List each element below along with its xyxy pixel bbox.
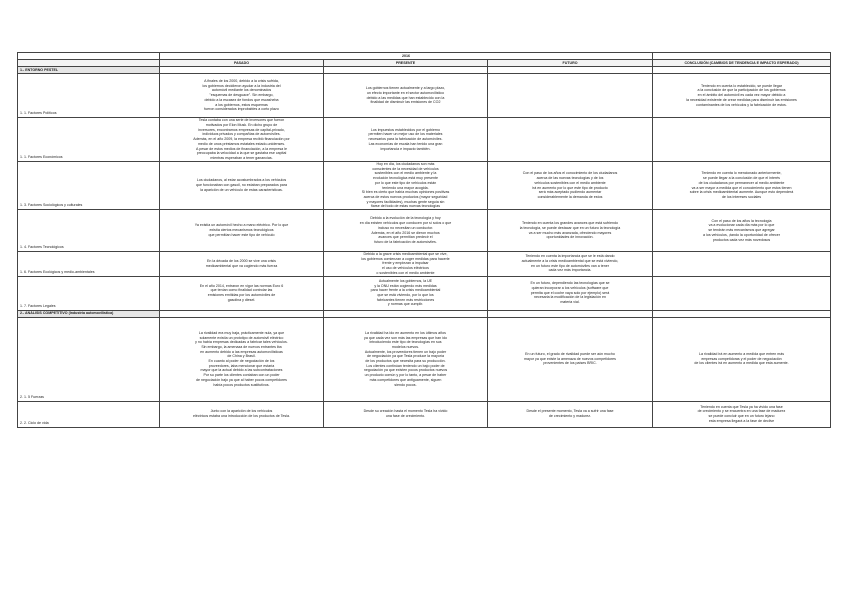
year-blank-cell [653, 53, 831, 60]
cell-presente [324, 317, 488, 401]
cell-pasado-text: Tesla contaba con una serie de inversores que fueron motivados por Elon Musk. En dicho grupo de inversores, encontramos empresas de capital-privado, individuos privados y compañías de automóviles. Además, en el año 2009, la empresa recibió financiación por medio de unos préstamos estatales estado-unidenses. A pesar de estos medios de financiación, a la empresa le preocupaba la velocidad a la que se gastaba ese capital mientras esperaban a tener ganancias. [193, 118, 290, 160]
row-label-text: 1. 4. Factores Tecnológicos [20, 245, 64, 250]
section-row [18, 67, 831, 74]
cell-presente-text: Debido a la grave crisis medioambiental que se vive, los gobiernos comienzan a coger medidas para hacerle frente y empiezan a impulsar el uso de vehículos eléctricos o sostenibles con el medio ambiente [361, 252, 450, 275]
column-header-pasado: PASADO [160, 60, 324, 67]
cell-conclusion [653, 317, 831, 401]
column-header-presente: PRESENTE [324, 60, 488, 67]
table-row [18, 276, 831, 310]
cell-futuro-text: Desde el presente momento, Tesla va a sufrir una fase de crecimiento y madurez. [526, 409, 614, 419]
cell-futuro [488, 276, 653, 310]
table-row [18, 210, 831, 252]
cell-conclusion [653, 401, 831, 427]
row-label [18, 74, 160, 118]
row-label-text: 2. 1. 5 Fuerzas [20, 394, 44, 399]
row-label-text: 1. 1. Factores Políticos [20, 111, 57, 116]
cell-conclusion-text: Teniendo en cuenta que Tesla ya ha vivido una fase de crecimiento y se encuentra en una fase de madurez se puede concluir que en un futuro lejano esta empresa llegará a la fase de declive [697, 404, 786, 423]
section-blank-cell [653, 67, 831, 74]
cell-presente-text: Debido a la evolución de la tecnología y hoy en día existen vehículos que conducen por sí solos o que incluso no necesitan un conductor. Además, en el año 2016 se dieron muchos avances que permitían predecir el futuro de la fabricación de automóviles. [359, 216, 452, 244]
cell-conclusion [653, 276, 831, 310]
year-header: 2016 [160, 53, 653, 60]
cell-conclusion [653, 162, 831, 210]
cell-pasado [160, 252, 324, 277]
cell-presente [324, 118, 488, 162]
cell-pasado [160, 210, 324, 252]
header-blank-cell [18, 60, 160, 67]
column-header-futuro: FUTURO [488, 60, 653, 67]
cell-conclusion-text: La rivalidad irá en aumento a medida que entren más empresas competidoras y el poder de negociación de los clientes irá en aumento a medida que esta aumente. [694, 351, 789, 366]
corner-cell [18, 53, 160, 60]
section-row [18, 310, 831, 317]
cell-futuro-text: Teniendo en cuenta los grandes avances que está sufriendo la tecnología, se puede destacar que en un futuro la tecnología va a ser mucho más avanzada, ofreciendo mayores oportunidades de innovación. [519, 221, 621, 240]
row-label [18, 210, 160, 252]
cell-pasado [160, 118, 324, 162]
table-row [18, 162, 831, 210]
analysis-table [17, 52, 831, 428]
cell-presente-text: Desde su creación hasta el momento Tesla ha vivido una fase de crecimiento. [363, 409, 448, 419]
cell-conclusion [653, 74, 831, 118]
row-label-text: 1. 7. Factores Legales [20, 303, 56, 308]
cell-presente [324, 74, 488, 118]
row-label [18, 276, 160, 310]
cell-futuro-text: En un futuro, el grado de rivalidad puede ser aún mucho mayor ya que existe la amenaza de nuevos competidores provenientes de los países BRIC. [524, 351, 616, 366]
cell-conclusion [653, 210, 831, 252]
table-row [18, 401, 831, 427]
cell-presente [324, 162, 488, 210]
section-title: 1.- ENTORNO PESTEL [18, 67, 160, 74]
row-label [18, 401, 160, 427]
cell-conclusion [653, 118, 831, 162]
cell-pasado-text: Junto con la aparición de los vehículos eléctricos estaba una introducción de los productos de Tesla. [192, 409, 291, 419]
row-label [18, 252, 160, 277]
cell-pasado [160, 401, 324, 427]
cell-futuro-text: En un futuro, dependiendo las tecnologías que se quieran incorporar a los vehículos (software que permita que el coche vaya solo por ejemplo) será necesaria la modificación de la legislación en materia vial. [530, 281, 610, 305]
row-label [18, 118, 160, 162]
section-blank-cell [324, 310, 488, 317]
table-row [18, 118, 831, 162]
cell-presente-text: Los impuestos establecidos por el gobierno permiten hacer un mejor uso de los materiales necesarios para la fabricación de automóviles. Las economías de escala han tenido una gran importancia e impacto también. [368, 127, 443, 151]
cell-pasado [160, 162, 324, 210]
cell-pasado-text: A finales de los 2000, debido a la crisis sufrida, los gobiernos decidieron ayudar a la industria del automóvil mediante los denominados "esquemas de desguace". Sin embargo, debido a la escasez de fondos que escasheba a los gobiernos, estos esquemas fueron considerados improbables a corto plazo [202, 79, 281, 112]
cell-presente [324, 252, 488, 277]
cell-pasado [160, 276, 324, 310]
analysis-table-container [17, 52, 830, 428]
cell-pasado-text: La rivalidad era muy baja, prácticamente nula, ya que solamente existía un prototipo de automóvil eléctrico y no había empresas dedicadas a fabricar tales vehículos. Sin embargo, la amenaza de nuevos entrantes iba en aumento debido a las empresas automovilísticas de China y Brasil. En cuanto al poder de negociación de los proveedores, iaba mencionar que estaría mayor que la actual debido a las subcontrataciones Por su parte los clientes contaban con un poder de negociación bajo ya que al haber pocos competidores había pocos productos sustitutivos. [195, 330, 288, 387]
cell-futuro-text: Con el paso de los años el conocimiento de los ciudadanos acerca de las nuevas tecnologías y de los vehículos sostenibles con el medio ambiente irá en aumento por lo que este tipo de producto será más aceptado pudiendo aumentar considerablemente la demanda de estos [522, 171, 618, 199]
cell-pasado-text: Ya existía un automóvil hecho a mano eléctrico. Por lo que existía ciertos mecanismos tecnológicos que permitían hacer este tipo de vehículo [194, 223, 289, 237]
row-label-text: 1. 6. Factores Ecológicos y medio-ambientales [20, 269, 95, 274]
cell-pasado [160, 317, 324, 401]
section-blank-cell [160, 67, 324, 74]
table-row [18, 317, 831, 401]
row-label-text: 1. 3. Factores Sociológicos y culturales [20, 203, 83, 208]
cell-presente [324, 210, 488, 252]
section-blank-cell [160, 310, 324, 317]
cell-futuro-text: Teniendo en cuenta la importancia que se le está dando actualmente a la crisis medioambiental que se está viviendo, en un futuro este tipo de automóviles van a tener cada vez más importancia. [521, 254, 619, 273]
cell-conclusion-text: Teniendo en cuenta lo mencionado anteriormente, se puede llegar a la conclusión de que el interés de los ciudadanos por permanecer al medio ambiente va a ser mayor a medida que el conocimiento que estos tienen sobre la crisis medioambiental aumente. Aunque esto dependerá de los intereses sociales [689, 171, 794, 199]
cell-futuro [488, 74, 653, 118]
cell-presente-text: Los gobiernos tienen actualmente y a largo plazo, un efecto importante en el sector automovilístico debido a las medidas que han establecido con la finalidad de disminuir las emisiones de CO2 [365, 86, 446, 105]
cell-presente-text: Hoy en día, los ciudadanos son más conscientes de la necesidad de vehículos sostenibles con el medio ambiente y la evolución tecnológica está muy presente por lo que este tipo de vehículos están teniendo una mayor acogida. Si bien es cierto que había muchas opiniones positivas acerca de estos nuevos productos (mayor seguridad y mayores facilidades), muchas gente seguía sin fiarse del todo de estas nuevas tecnologías [361, 162, 450, 209]
cell-futuro [488, 317, 653, 401]
row-label [18, 317, 160, 401]
cell-pasado-text: En el año 2014, entraron en vigor las normas Euro 6 que tenían como finalidad controlar las emisiones emitidas por los automóviles de gasolina y diesel. [199, 283, 284, 302]
cell-presente-text: Actualmente los gobiernos, la UE y la ONU están cogiendo más medidas para hacer frente a la crisis medioambiental que se está viviendo, por lo que los fabricantes tienen más restricciones y normas que cumplir. [370, 278, 441, 307]
cell-futuro [488, 118, 653, 162]
section-blank-cell [488, 310, 653, 317]
row-label [18, 162, 160, 210]
cell-futuro [488, 210, 653, 252]
cell-presente [324, 276, 488, 310]
section-blank-cell [488, 67, 653, 74]
cell-futuro [488, 162, 653, 210]
section-blank-cell [324, 67, 488, 74]
cell-presente [324, 401, 488, 427]
row-label-text: 1. 1. Factores Económicos [20, 155, 63, 160]
cell-conclusion-text: Con el paso de los años la tecnología va a evolucionar cada día más por lo que se tendrán más mecanismos que agregar a los vehículos, ¡tando la oportunidad de ofrecer productos cada vez más novedosos [703, 218, 780, 242]
cell-presente-text: La rivalidad ha ido en aumento en los últimos años ya que cada vez son más las empresas que han ido introduciendo este tipo de tecnologías en sus modelos nuevos. Actualmente, los proveedores tienen un bajo poder de negociación ya que Tesla produce la mayoría de los productos que necesita para su producción. Los clientes continúan teniendo un bajo poder de negociación ya que existen pocos productos nuevos un producto común y por lo tanto, a pesar de haber más competidores que antiguamente, siguen siendo pocos. [363, 330, 448, 387]
cell-pasado-text: En la década de los 2000 se vive una crisis medioambiental que va cogiendo más fuerza [205, 259, 278, 268]
cell-pasado-text: Los ciudadanos, al estar acostumbrados a los vehículos que funcionaban con gasoil, no estaban preparados para la aparición de un vehículo de estas características. [196, 178, 287, 192]
section-title: 2.- ANÁLISIS COMPETITIVO (Industria automovilística) [18, 310, 160, 317]
cell-futuro [488, 252, 653, 277]
cell-conclusion [653, 252, 831, 277]
table-row [18, 252, 831, 277]
column-header-conclusion: CONCLUSIÓN (CAMBIOS DE TENDENCIA E IMPACTO ESPERADO) [653, 60, 831, 67]
table-row [18, 74, 831, 118]
cell-conclusion-text: Teniendo en cuenta lo establecido, se puede llegar a la conclusión de que la participación de los gobiernos en el ámbito del automóvil es cada vez mayor debido a la necesidad existente de crear medidas para disminuir las emisiones contaminantes de los vehículos y la fabricación de estos. [686, 83, 797, 107]
cell-pasado [160, 74, 324, 118]
cell-futuro [488, 401, 653, 427]
row-label-text: 2. 2. Ciclo de vida [20, 420, 49, 425]
section-blank-cell [653, 310, 831, 317]
